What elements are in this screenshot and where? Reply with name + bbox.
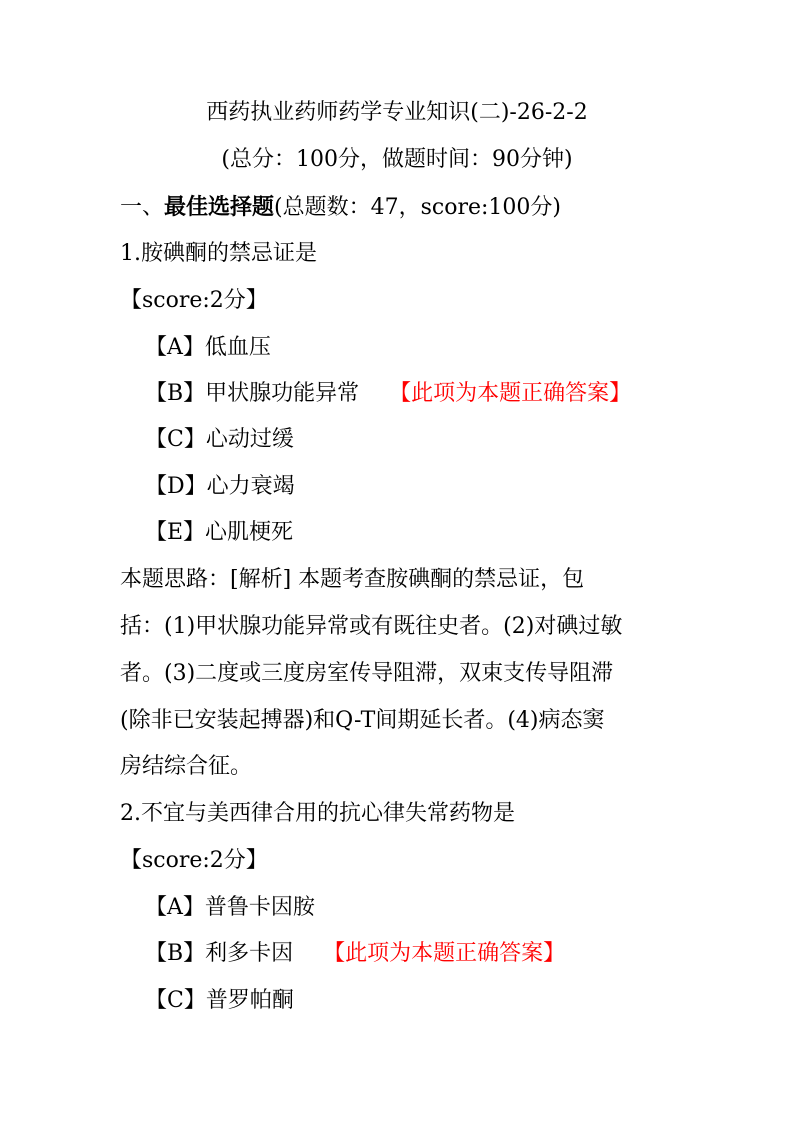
question-stem: 1.胺碘酮的禁忌证是 (120, 241, 317, 266)
document-title: 西药执业药师药学专业知识(二)-26-2-2 (206, 100, 588, 125)
option-item (145, 425, 294, 455)
correct-answer-marker: 【此项为本题正确答案】 (323, 941, 566, 966)
option-item (145, 986, 294, 1016)
analysis-line: 括：(1)甲状腺功能异常或有既往史者。(2)对碘过敏 (120, 614, 623, 639)
section-heading-title: 最佳选择题 (164, 194, 275, 220)
option-label: 【A】低血压 (145, 335, 271, 360)
option-label: 【B】甲状腺功能异常 (145, 381, 360, 406)
analysis-line: 房结综合征。 (120, 754, 253, 779)
option-label: 【C】心动过缓 (145, 427, 294, 452)
question-score: 【score:2分】 (120, 848, 268, 873)
document-subtitle: (总分：100分，做题时间：90分钟) (221, 147, 573, 172)
correct-answer-marker: 【此项为本题正确答案】 (389, 381, 632, 406)
analysis-line: 本题思路：[解析] 本题考查胺碘酮的禁忌证，包 (120, 567, 585, 592)
option-label: 【D】心力衰竭 (145, 474, 295, 499)
option-item (145, 333, 271, 363)
option-item (145, 518, 293, 548)
option-item (145, 472, 295, 502)
option-label: 【A】普鲁卡因胺 (145, 895, 315, 920)
option-item (145, 893, 315, 923)
section-heading (120, 192, 561, 223)
analysis-line: 者。(3)二度或三度房室传导阻滞，双束支传导阻滞 (120, 661, 614, 686)
question-stem: 2.不宜与美西律合用的抗心律失常药物是 (120, 801, 515, 826)
option-label: 【E】心肌梗死 (145, 520, 294, 545)
analysis-line: (除非已安装起搏器)和Q-T间期延长者。(4)病态窦 (120, 708, 605, 733)
option-label: 【B】利多卡因 (145, 941, 294, 966)
option-item (145, 939, 565, 969)
section-heading-prefix: 一、 (120, 195, 165, 220)
option-item (145, 379, 631, 409)
option-label: 【C】普罗帕酮 (145, 988, 294, 1013)
question-score: 【score:2分】 (120, 288, 268, 313)
section-heading-meta: (总题数：47，score:100分) (274, 195, 561, 220)
